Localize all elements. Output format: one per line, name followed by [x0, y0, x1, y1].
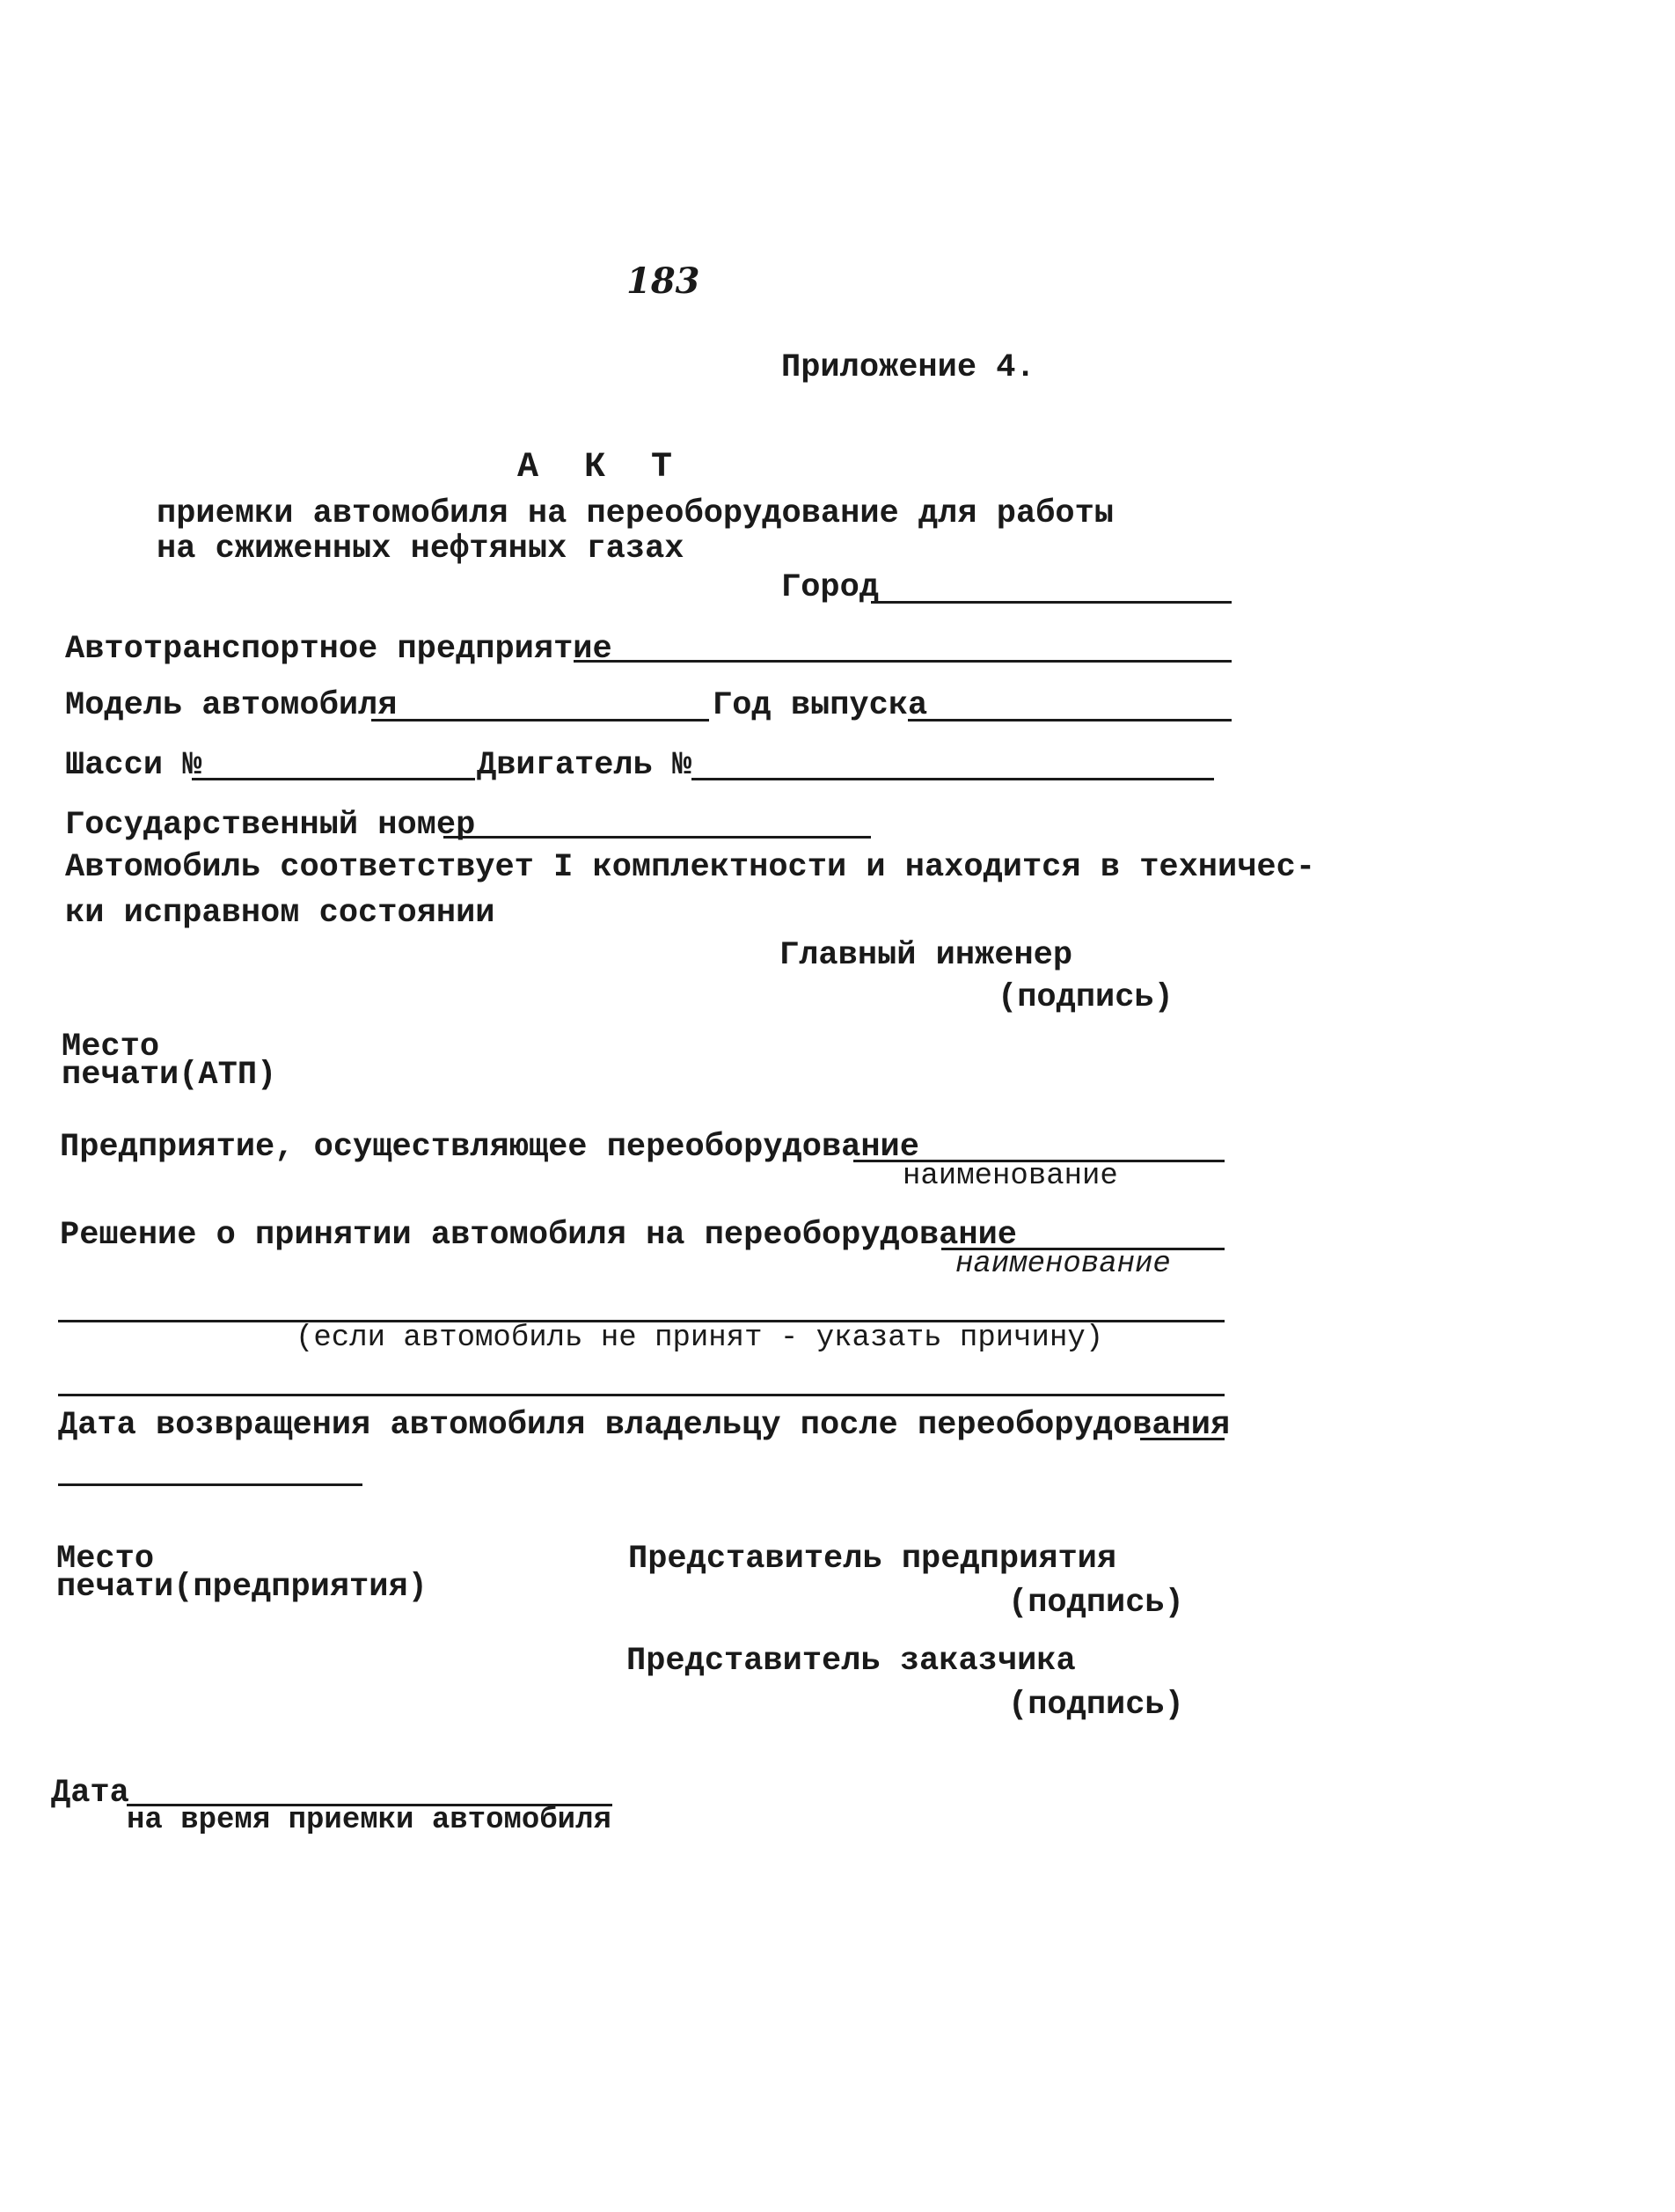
rep-customer-label: Представитель заказчика	[626, 1643, 1076, 1680]
return-date-label: Дата возвращения автомобиля владельцу после переоборудования	[58, 1407, 1231, 1444]
stamp-atp-line-1: Место	[62, 1029, 160, 1066]
decision-label: Решение о принятии автомобиля на переоборудование	[60, 1217, 1017, 1254]
return-date-field-line[interactable]	[1140, 1438, 1225, 1440]
chief-engineer-signature-label: (подпись)	[998, 979, 1174, 1016]
year-field-line[interactable]	[908, 719, 1232, 721]
reason-field-line-2[interactable]	[58, 1394, 1225, 1396]
rep-enterprise-label: Представитель предприятия	[628, 1541, 1117, 1578]
appendix-label: Приложение 4.	[781, 349, 1035, 386]
year-label: Год выпуска	[713, 687, 928, 724]
rep-customer-signature-label: (подпись)	[1008, 1687, 1184, 1724]
subtitle-line-2: на сжиженных нефтяных газах	[157, 531, 684, 568]
enterprise-field-line[interactable]	[574, 660, 1232, 663]
model-field-line[interactable]	[371, 719, 709, 721]
chassis-field-line[interactable]	[192, 778, 475, 780]
engine-field-line[interactable]	[691, 778, 1214, 780]
engine-label: Двигатель №	[477, 747, 692, 784]
date-label: Дата	[51, 1775, 129, 1812]
state-number-field-line[interactable]	[443, 836, 871, 839]
city-label: Город	[781, 569, 880, 606]
city-field-line[interactable]	[871, 601, 1232, 604]
converter-label: Предприятие, осуществляющее переоборудование	[60, 1129, 919, 1166]
enterprise-label: Автотранспортное предприятие	[65, 631, 612, 668]
stamp-enterprise-line-2: печати(предприятия)	[56, 1569, 428, 1606]
document-title: А К Т	[517, 448, 685, 487]
page-number: 183	[626, 260, 700, 302]
stamp-enterprise-line-1: Место	[56, 1541, 155, 1578]
converter-name-hint: наименование	[903, 1160, 1118, 1193]
return-date-field-line-2[interactable]	[58, 1483, 362, 1486]
decision-name-hint: наименование	[955, 1248, 1171, 1281]
stamp-atp-line-2: печати(АТП)	[62, 1057, 277, 1094]
subtitle-line-1: приемки автомобиля на переоборудование для работы	[157, 495, 1114, 532]
statement-line-2: ки исправном состоянии	[65, 895, 495, 932]
chief-engineer-label: Главный инженер	[779, 937, 1073, 974]
model-label: Модель автомобиля	[65, 687, 398, 724]
reason-hint: (если автомобиль не принят - указать причину)	[296, 1322, 1104, 1355]
rep-enterprise-signature-label: (подпись)	[1008, 1585, 1184, 1622]
chassis-label: Шасси №	[65, 747, 202, 784]
date-hint: на время приемки автомобиля	[127, 1804, 611, 1837]
state-number-label: Государственный номер	[65, 807, 476, 844]
statement-line-1: Автомобиль соответствует I комплектности и находится в техничес-	[65, 849, 1316, 886]
